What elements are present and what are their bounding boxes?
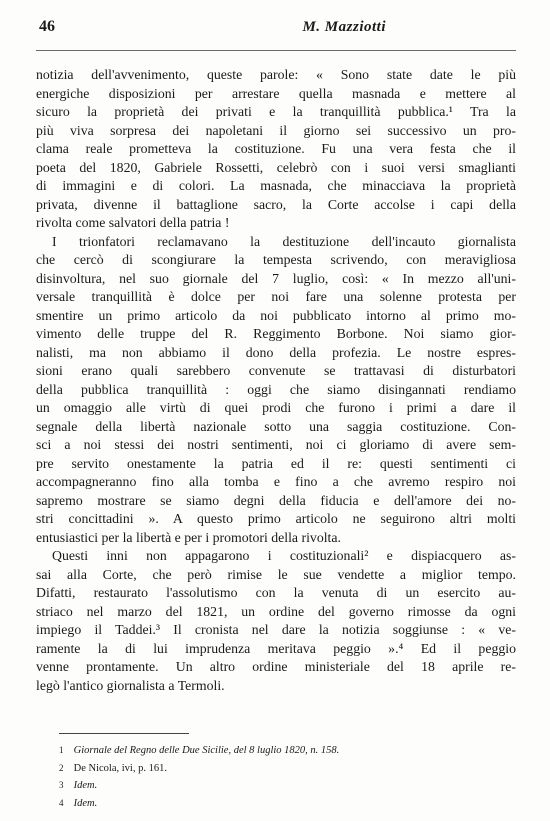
text-line: clama reale prometteva la costituzione. Fu una vera festa che il <box>36 141 516 156</box>
text-line: sioni erano quali sarebbero convenute se trattavasi di disturbatori <box>36 363 516 378</box>
text-line: disinvoltura, nel suo giornale del 7 luglio, così: « In mezzo all'uni- <box>36 270 516 286</box>
text-line: striaco nel marzo del 1821, un ordine del governo rimosse da ogni <box>36 603 516 619</box>
text-line: di immagini e di colori. La masnada, che minacciava la proprietà <box>36 178 516 193</box>
text-line: privata, divenne il battaglione sacro, la Corte accolse i capi della <box>36 196 516 212</box>
body-text <box>36 66 516 695</box>
footnote-number: 1 <box>59 745 64 755</box>
text-line: energiche disposizioni per arrestare quella masnada e mettere al <box>36 85 516 101</box>
text-line: Questi inni non appagarono i costituzionali² e dispiacquero as- <box>52 548 516 563</box>
footnote <box>59 742 499 760</box>
text-line: sci a noi stessi dei nostri sentimenti, noi ci gloriamo di avere sem- <box>36 437 516 452</box>
text-line: vimento delle truppe del R. Reggimento Borbone. Noi siamo gior- <box>36 326 516 341</box>
text-line: legò l'antico giornalista a Termoli. <box>36 677 225 693</box>
text-line: notizia dell'avvenimento, queste parole: « Sono state date le più <box>36 67 516 82</box>
footnote <box>59 760 499 778</box>
text-line: sai alla Corte, che però rimise le sue vendette a miglior tempo. <box>36 566 516 582</box>
text-line: poeta del 1820, Gabriele Rossetti, celebrò con i suoi versi smaglianti <box>36 159 516 175</box>
footnotes <box>59 733 499 812</box>
footnote-number: 4 <box>59 797 64 808</box>
text-line: versale tranquillità è dolce per noi fare una solenne protesta per <box>36 289 516 304</box>
text-line: entusiastici per la libertà e per i promotori della rivolta. <box>36 529 341 545</box>
footnote <box>59 795 499 813</box>
text-line: impiego il Taddei.³ Il cronista nel dare la notizia soggiunse : « ve- <box>36 622 516 637</box>
text-line: accompagneranno fino alla tomba e fino a che avremo respiro noi <box>36 474 516 489</box>
text-line: venne prontamente. Un altro ordine ministeriale del 18 aprile re- <box>36 659 516 674</box>
text-line: sicuro la proprietà dei privati e la tranquillità pubblica.¹ Tra la <box>36 104 516 119</box>
footnote-text: De Nicola, ivi, p. 161. <box>73 762 167 774</box>
text-line: I trionfatori reclamavano la destituzione dell'incauto giornalista <box>52 233 516 249</box>
footnote-rule <box>59 733 189 734</box>
header-rule <box>36 50 516 51</box>
text-line: un omaggio alle virtù di quei prodi che furono i primi a dare il <box>36 400 516 415</box>
text-line: pre servito onestamente la patria ed il re: questi sentimenti ci <box>36 455 516 471</box>
text-line: stri concittadini ». A questo primo articolo ne seguirono altri molti <box>36 511 516 526</box>
text-line: della pubblica tranquillità : oggi che siamo disingannati rendiamo <box>36 381 516 397</box>
footnote-text: Giornale del Regno delle Due Sicilie, del 8 luglio 1820, n. 158. <box>73 745 340 756</box>
running-head: M. Mazziotti <box>302 19 386 35</box>
text-line: Difatti, restaurato l'assolutismo con la venuta di un esercito au- <box>36 585 516 600</box>
text-line: più viva sorpresa dei napoletani il giorno sei successivo un pro- <box>36 122 516 138</box>
page-number: 46 <box>39 18 55 35</box>
text-line: che cercò di scongiurare la tempesta scrivendo, con meravigliosa <box>36 252 516 267</box>
footnote <box>59 777 499 795</box>
text-line: sapremo mostrare se siamo degni della fiducia e dell'amore dei no- <box>36 492 516 508</box>
text-line: smentire un primo articolo da noi pubblicato intorno al primo mo- <box>36 307 516 323</box>
book-page <box>36 18 516 695</box>
footnote-number: 3 <box>59 780 64 790</box>
text-line: ramente la di lui imprudenza meritava peggio ».⁴ Ed il peggio <box>36 640 516 656</box>
text-line: segnale della libertà nazionale sotto una saggia costituzione. Con- <box>36 418 516 434</box>
text-line: nalisti, ma non abbiamo il dono della profezia. Le nostre espres- <box>36 344 516 360</box>
footnote-number: 2 <box>59 762 64 773</box>
page-header <box>36 18 516 42</box>
text-line: rivolta come salvatori della patria ! <box>36 215 230 230</box>
footnote-text: Idem. <box>73 780 98 791</box>
footnote-text: Idem. <box>73 797 98 809</box>
